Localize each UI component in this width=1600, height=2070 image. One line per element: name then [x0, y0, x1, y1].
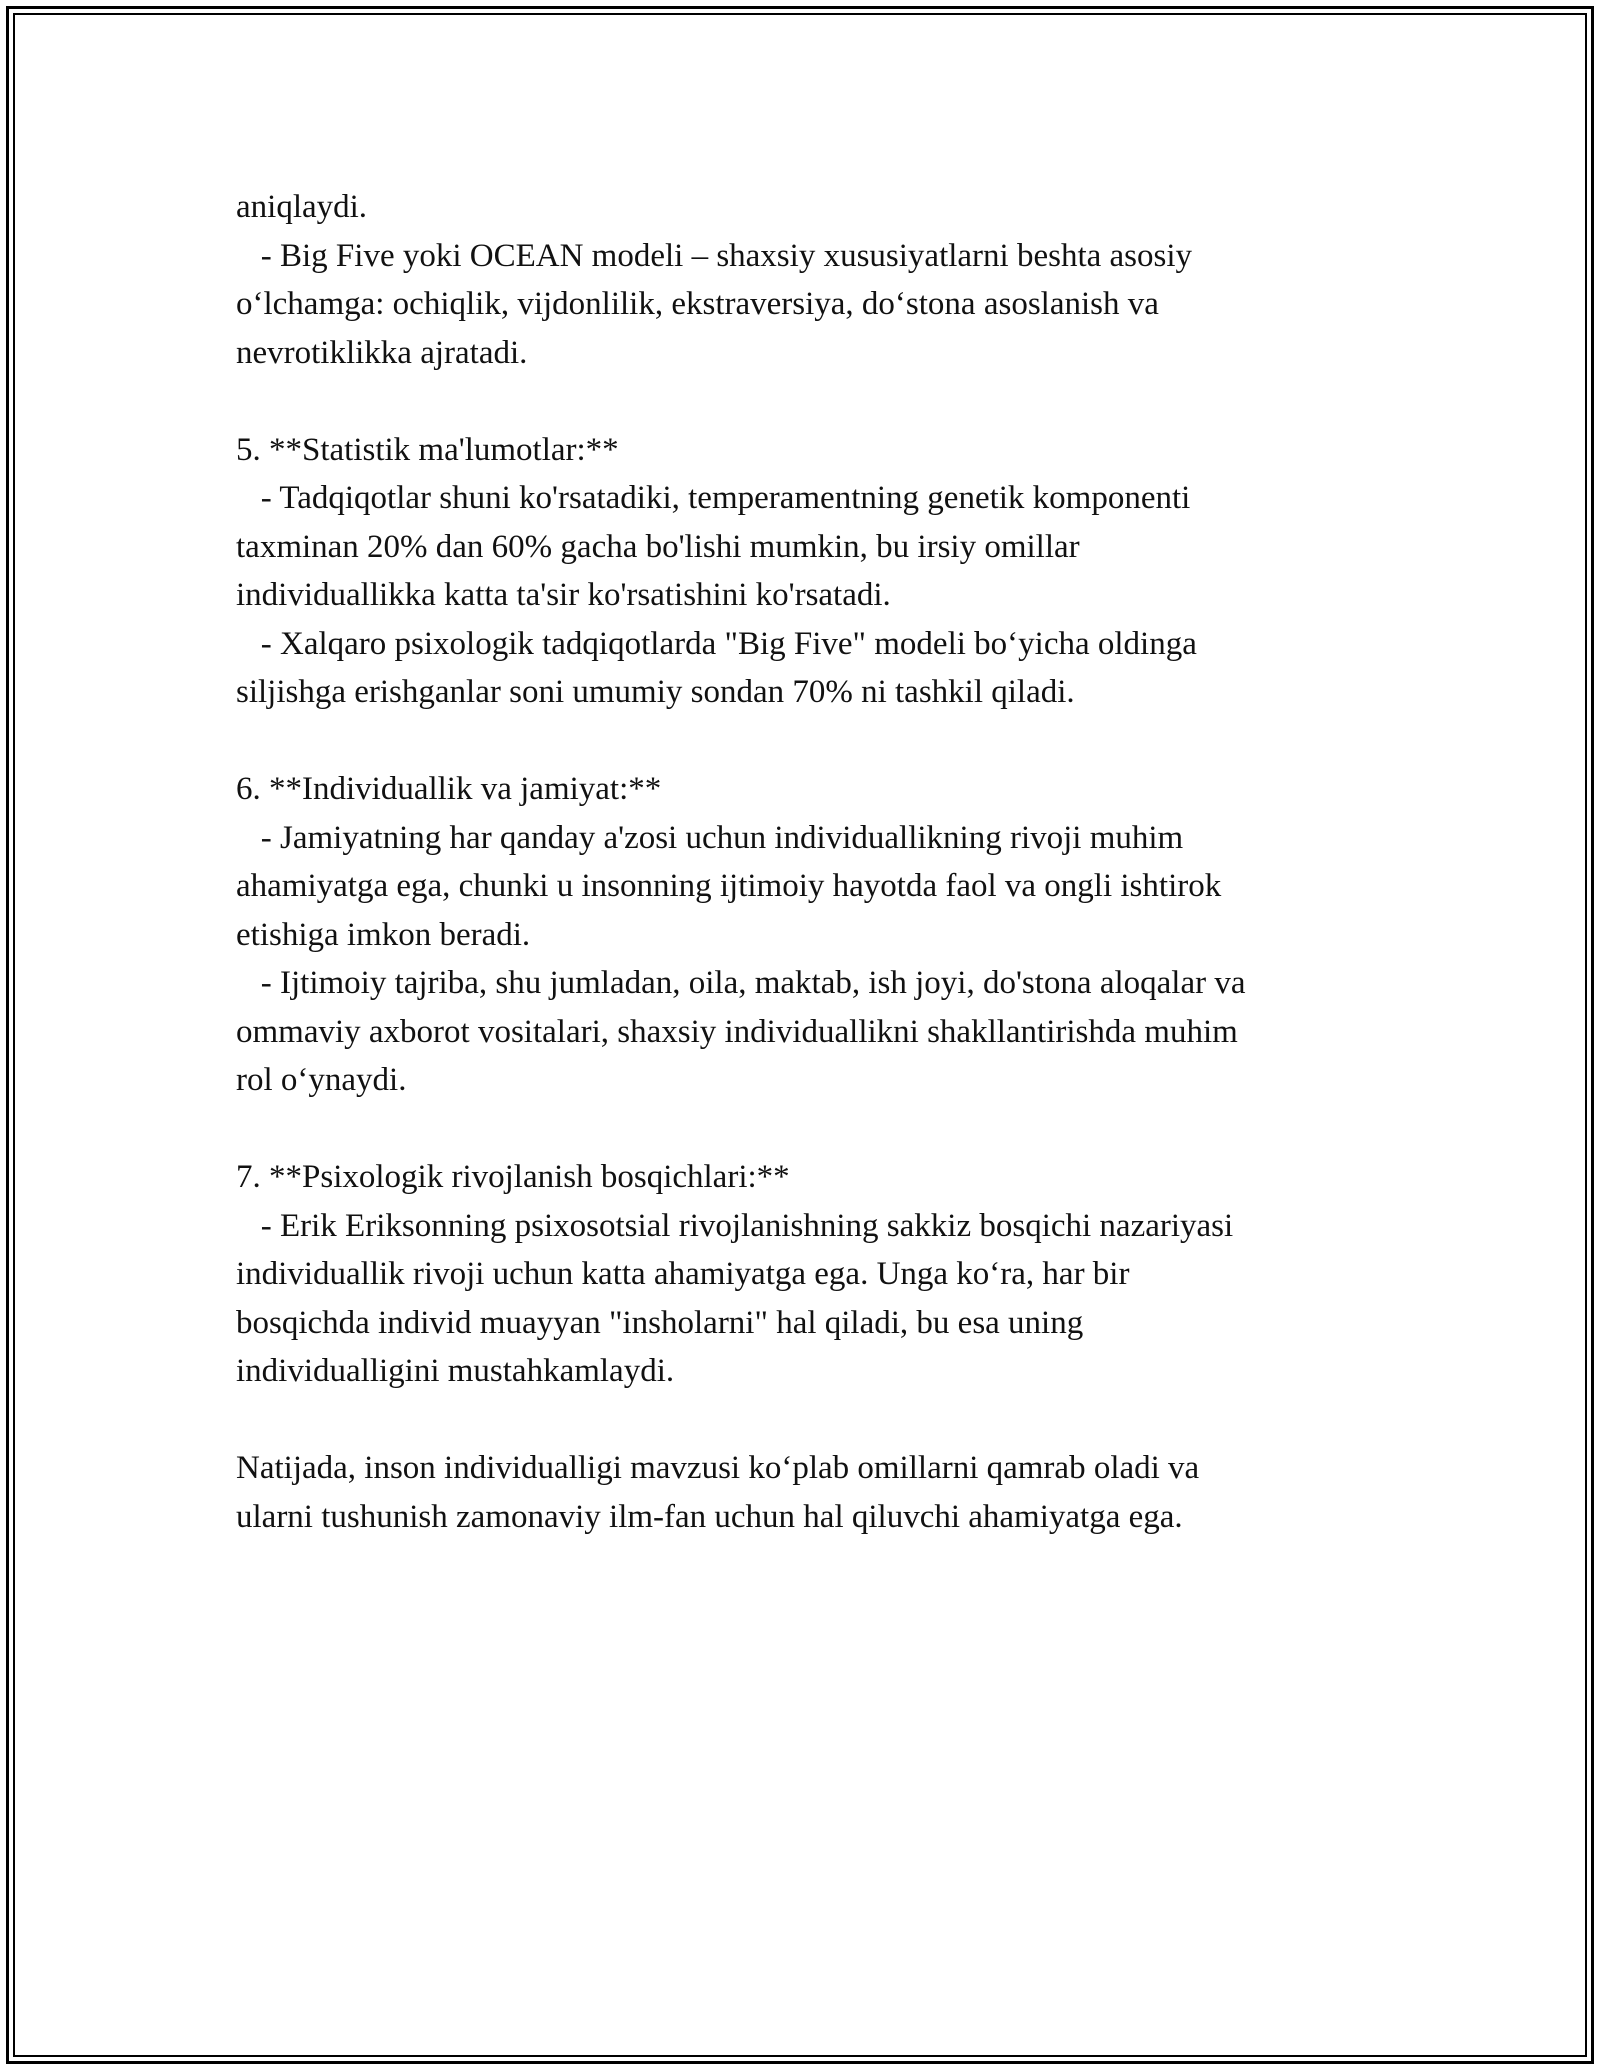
blank-line	[236, 1396, 1376, 1445]
section-heading: 7. **Psixologik rivojlanish bosqichlari:**	[236, 1159, 790, 1195]
text-line: ommaviy axborot vositalari, shaxsiy individuallikni shakllantirishda muhim	[236, 1013, 1238, 1050]
text-line: individuallik rivoji uchun katta ahamiyatga ega. Unga ko‘ra, har bir	[236, 1256, 1130, 1292]
conclusion-line: ularni tushunish zamonaviy ilm-fan uchun hal qiluvchi ahamiyatga ega.	[236, 1498, 1183, 1535]
text-line: - Xalqaro psixologik tadqiqotlarda "Big Five" modeli bo‘yicha oldinga	[236, 625, 1197, 662]
section-heading: 6. **Individuallik va jamiyat:**	[236, 771, 662, 807]
text-line: individuallikka katta ta'sir ko'rsatishini ko'rsatadi.	[236, 577, 891, 613]
text-line: bosqichda individ muayyan "insholarni" hal qiladi, bu esa uning	[236, 1304, 1084, 1341]
text-line: aniqlaydi.	[236, 189, 368, 225]
text-line: siljishga erishganlar soni umumiy sondan 70% ni tashkil qiladi.	[236, 674, 1075, 710]
text-line: rol o‘ynaydi.	[236, 1062, 407, 1098]
text-line: ahamiyatga ega, chunki u insonning ijtimoiy hayotda faol va ongli ishtirok	[236, 868, 1222, 904]
conclusion-line: Natijada, inson individualligi mavzusi ko‘plab omillarni qamrab oladi va	[236, 1450, 1200, 1486]
text-line: taxminan 20% dan 60% gacha bo'lishi mumkin, bu irsiy omillar	[236, 528, 1080, 565]
text-line: nevrotiklikka ajratadi.	[236, 334, 528, 371]
text-line: - Jamiyatning har qanday a'zosi uchun individuallikning rivoji muhim	[236, 819, 1184, 856]
text-line: - Erik Eriksonning psixosotsial rivojlanishning sakkiz bosqichi nazariyasi	[236, 1207, 1234, 1244]
text-line: individualligini mustahkamlaydi.	[236, 1353, 675, 1389]
blank-line	[236, 717, 1376, 766]
document-body	[236, 183, 1376, 1541]
text-line: etishiga imkon beradi.	[236, 916, 531, 953]
blank-line	[236, 1105, 1376, 1154]
section-heading: 5. **Statistik ma'lumotlar:**	[236, 431, 619, 468]
text-line: - Tadqiqotlar shuni ko'rsatadiki, temperamentning genetik komponenti	[236, 480, 1191, 516]
text-line: - Ijtimoiy tajriba, shu jumladan, oila, maktab, ish joyi, do'stona aloqalar va	[236, 965, 1246, 1001]
text-line: - Big Five yoki OCEAN modeli – shaxsiy xususiyatlarni beshta asosiy	[236, 237, 1193, 274]
text-line: o‘lchamga: ochiqlik, vijdonlilik, ekstraversiya, do‘stona asoslanish va	[236, 286, 1159, 322]
blank-line	[236, 377, 1376, 426]
